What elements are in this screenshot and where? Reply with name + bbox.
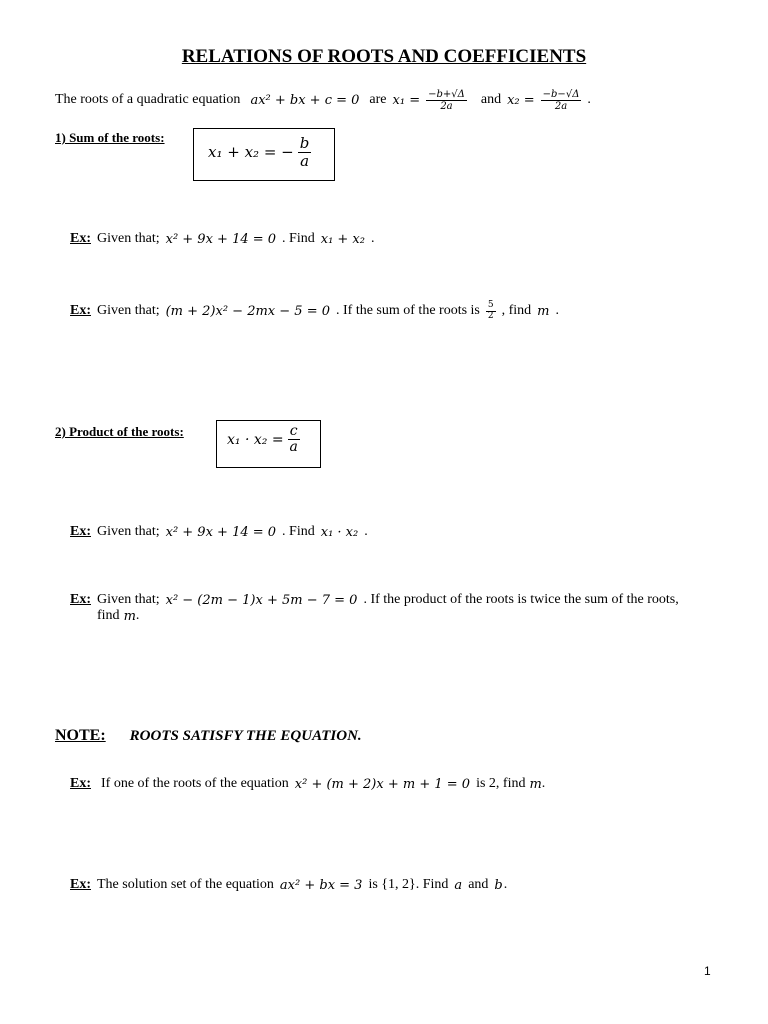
- example-label: Ex:: [70, 776, 91, 791]
- example-period: .: [370, 231, 375, 246]
- example-text: If one of the roots of the equation: [101, 776, 289, 791]
- x1-lhs: x₁ =: [392, 92, 421, 108]
- example-text: Given that;: [97, 231, 160, 246]
- example-1: [70, 231, 374, 247]
- example-text: is {1, 2}. Find: [368, 877, 449, 892]
- example-period: .: [364, 524, 368, 539]
- example-text: is 2, find: [476, 776, 526, 791]
- x2-fraction: [541, 89, 582, 112]
- example-label: Ex:: [70, 231, 91, 246]
- example-4: [70, 592, 679, 608]
- example-text: The solution set of the equation: [97, 877, 274, 892]
- example-period: .: [541, 776, 546, 791]
- intro-equation: ax² + bx + c = 0: [250, 92, 360, 108]
- example-text: . If the product of the roots is twice the sum of the roots,: [363, 592, 679, 607]
- example-label: Ex:: [70, 524, 91, 539]
- x1-numerator: −b+√Δ: [428, 88, 465, 100]
- example-equation: x² + 9x + 14 = 0: [165, 524, 277, 540]
- example-text: , find: [501, 303, 532, 318]
- example-target: m: [537, 303, 550, 319]
- intro-line: [55, 85, 591, 115]
- example-target: x₁ · x₂: [320, 524, 359, 540]
- sum-formula-box: [193, 128, 335, 181]
- example-2: [70, 298, 559, 324]
- product-fraction: [288, 424, 300, 456]
- example-5: [70, 776, 545, 792]
- example-equation: x² + (m + 2)x + m + 1 = 0: [294, 776, 471, 792]
- example-target: b: [494, 877, 503, 893]
- product-heading: 2) Product of the roots:: [55, 424, 184, 439]
- page-number: 1: [704, 964, 711, 978]
- example-3: [70, 524, 368, 540]
- sum-formula-lhs: x₁ + x₂ = −: [208, 143, 294, 161]
- example-label: Ex:: [70, 303, 91, 318]
- example-6: [70, 877, 507, 893]
- fraction-denominator: 2: [487, 310, 494, 321]
- sum-numerator: b: [299, 134, 310, 152]
- product-numerator: c: [289, 423, 298, 439]
- note: [55, 727, 362, 745]
- example-text: . Find: [282, 524, 315, 539]
- product-formula-box: [216, 420, 321, 468]
- example-equation: (m + 2)x² − 2mx − 5 = 0: [165, 303, 330, 319]
- intro-period: .: [587, 92, 591, 107]
- example-equation: x² + 9x + 14 = 0: [165, 231, 277, 247]
- note-label: NOTE:: [55, 727, 106, 744]
- product-denominator: a: [289, 439, 298, 456]
- sum-heading: 1) Sum of the roots:: [55, 130, 165, 145]
- fraction-numerator: 5: [487, 299, 494, 310]
- x2-lhs: x₂ =: [507, 92, 535, 108]
- example-4-line-2: [97, 608, 139, 624]
- sum-denominator: a: [300, 151, 310, 170]
- example-text: Given that;: [97, 592, 160, 607]
- example-period: .: [135, 608, 140, 623]
- example-fraction: [486, 301, 496, 322]
- note-text: ROOTS SATISFY THE EQUATION.: [129, 727, 362, 744]
- example-equation: ax² + bx = 3: [279, 877, 363, 893]
- example-target: m: [529, 776, 542, 792]
- example-text: Given that;: [97, 303, 160, 318]
- intro-text: The roots of a quadratic equation: [55, 92, 241, 107]
- example-target: m: [123, 608, 136, 624]
- example-label: Ex:: [70, 592, 91, 607]
- example-text: . If the sum of the roots is: [336, 303, 480, 318]
- example-period: .: [503, 877, 508, 892]
- x2-numerator: −b−√Δ: [542, 88, 580, 100]
- product-formula-lhs: x₁ · x₂ =: [227, 431, 284, 448]
- example-target: a: [454, 877, 463, 893]
- example-text: . Find: [282, 231, 315, 246]
- x2-denominator: 2a: [554, 100, 568, 112]
- example-text: Given that;: [97, 524, 160, 539]
- page-title: RELATIONS OF ROOTS AND COEFFICIENTS: [181, 46, 587, 67]
- example-label: Ex:: [70, 877, 91, 892]
- x1-fraction: [426, 89, 467, 112]
- example-target: x₁ + x₂: [320, 231, 365, 247]
- example-text: and: [468, 877, 489, 892]
- x1-denominator: 2a: [440, 100, 453, 112]
- example-equation: x² − (2m − 1)x + 5m − 7 = 0: [165, 592, 358, 608]
- sum-fraction: [298, 135, 312, 169]
- intro-are: are: [369, 92, 387, 107]
- example-text: find: [97, 608, 120, 623]
- example-period: .: [555, 303, 559, 318]
- intro-and: and: [480, 92, 502, 107]
